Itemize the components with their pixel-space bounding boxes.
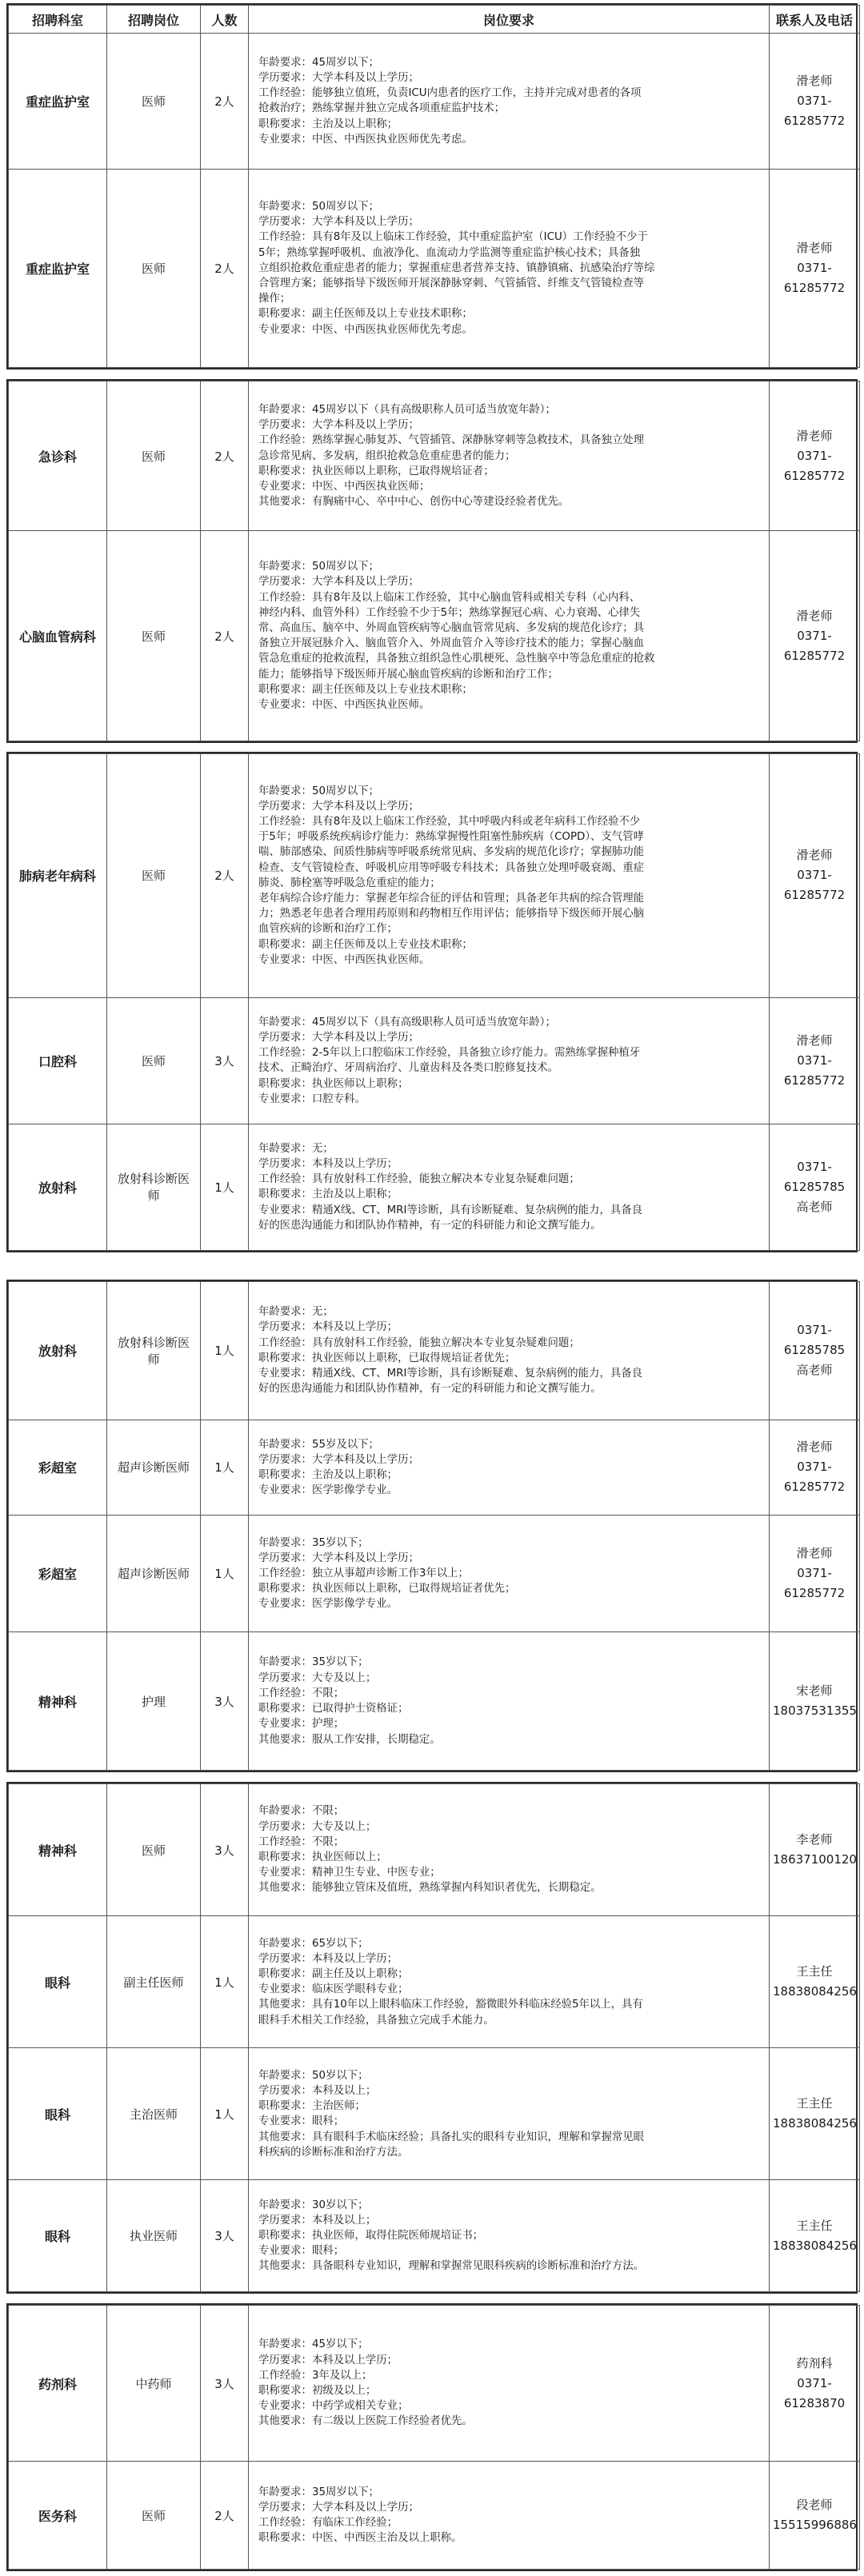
requirement-line: 常、高血压、脑卒中、外周血管疾病等心脑血管常见病、多发病的规范化诊疗；具 [258,621,645,634]
contact-line: 0371-61285772 [783,628,846,663]
contact-line: 滑老师 [796,1032,833,1048]
requirements-cell [249,2048,770,2180]
contact-line: 15515996886 [773,2518,857,2533]
contact-cell [770,1516,860,1632]
requirement-line: 专业要求：医学影像学专业。 [258,1598,398,1611]
requirements-cell [249,997,770,1124]
department-cell: 肺病老年病科 [9,754,107,998]
requirements-cell [249,381,770,531]
requirement-line: 能力；能够指导下级医师开展心脑血管疾病的诊断和治疗工作； [258,668,558,681]
position-cell: 超声诊断医师 [107,1516,201,1632]
header-position: 招聘岗位 [107,6,201,34]
requirement-line: 技术、正畸治疗、牙周病治疗、儿童齿科及各类口腔修复技术。 [258,1062,558,1075]
requirement-line: 工作经验：具有8年及以上临床工作经验，其中心脑血管科或相关专科（心内科、 [258,591,641,604]
requirement-line: 工作经验：不限； [258,1835,345,1848]
requirement-line: 操作； [258,293,291,306]
requirements-cell [249,34,770,170]
requirements-cell [249,169,770,367]
table-row [9,2462,860,2570]
requirement-line: 学历要求：大学本科及以上学历； [258,576,419,589]
requirement-line: 立组织抢救危重症患者的能力；掌握重症患者营养支持、镇静镇痛、抗感染治疗等综 [258,262,655,274]
section-2 [6,379,858,743]
department-cell: 放射科 [9,1124,107,1250]
table-row [9,997,860,1124]
requirements-cell [249,754,770,998]
contact-line: 0371-61285772 [783,868,846,903]
requirements-cell [249,2180,770,2292]
table-row [9,2048,860,2180]
requirement-line: 年龄要求：45周岁以下（具有高级职称人员可适当放宽年龄）； [258,1016,556,1028]
recruitment-table [8,5,860,368]
position-cell: 执业医师 [107,2180,201,2292]
requirement-line: 学历要求：大学本科及以上学历； [258,800,419,813]
department-cell: 医务科 [9,2462,107,2570]
contact-cell [770,381,860,531]
section-3 [6,752,858,1252]
contact-line: 18838084256 [773,1984,857,1999]
requirement-line: 职称要求：中医、中西医主治及以上职称。 [258,2532,462,2545]
requirement-line: 学历要求：大专及以上； [258,1820,377,1833]
contact-line: 18637100120 [773,1852,857,1867]
department-cell: 眼科 [9,1916,107,2048]
requirement-line: 工作经验：具有8年及以上临床工作经验，其中呼吸内科或老年病科工作经验不少 [258,816,641,829]
requirement-line: 检查、支气管镜检查、呼吸机应用等呼吸专科技术；具备独立处理呼吸衰竭、重症 [258,861,645,874]
requirement-line: 专业要求：中医、中西医执业医师优先考虑。 [258,133,473,146]
requirement-line: 年龄要求：30岁以下； [258,2199,369,2211]
contact-cell [770,34,860,170]
contact-line: 0371-61285772 [783,260,846,295]
requirement-line: 学历要求：大学本科及以上学历； [258,1453,419,1466]
requirement-line: 工作经验：2-5年以上口腔临床工作经验，具备独立诊疗能力。需熟练掌握种植牙 [258,1047,641,1060]
requirements-cell [249,1124,770,1250]
requirement-line: 好的医患沟通能力和团队协作精神，有一定的科研能力和论文撰写能力。 [258,1219,602,1232]
requirement-line: 职称要求：执业医师以上职称； [258,1077,409,1090]
requirement-line: 学历要求：大学本科及以上学历； [258,2501,419,2514]
count-cell: 3人 [201,2180,249,2292]
position-cell: 医师 [107,997,201,1124]
requirement-line: 学历要求：大专及以上； [258,1671,377,1684]
count-cell: 1人 [201,1282,249,1420]
requirement-line: 学历要求：大学本科及以上学历； [258,1552,419,1564]
count-cell: 1人 [201,2048,249,2180]
contact-line: 王主任 [796,2218,833,2233]
position-cell: 中药师 [107,2306,201,2462]
requirement-line: 职称要求：已取得护士资格证； [258,1703,409,1715]
recruitment-table [8,1783,860,2292]
requirement-line: 专业要求：精通X线、CT、MRI等诊断，具有诊断疑难、复杂病例的能力，具备良 [258,1204,643,1216]
contact-line: 王主任 [796,2096,833,2111]
department-cell: 彩超室 [9,1516,107,1632]
requirement-line: 学历要求：本科及以上； [258,2214,377,2227]
department-cell: 心脑血管病科 [9,531,107,741]
table-row [9,754,860,998]
requirement-line: 职称要求：主治及以上职称； [258,1468,398,1481]
contact-line: 高老师 [796,1363,833,1378]
requirement-line: 年龄要求：无； [258,1142,334,1155]
requirement-line: 其他要求：具有10年以上眼科临床工作经验，豁微眼外科临床经验5年以上，具有 [258,1999,643,2011]
count-cell: 2人 [201,754,249,998]
count-cell: 2人 [201,34,249,170]
requirement-line: 专业要求：眼科； [258,2245,345,2258]
requirement-line: 其他要求：具有眼科手术临床经验；具备扎实的眼科专业知识，理解和掌握常见眼 [258,2131,645,2143]
requirement-line: 专业要求：精神卫生专业、中医专业； [258,1867,441,1879]
requirement-line: 专业要求：中医、中西医执业医师优先考虑。 [258,323,473,336]
contact-cell [770,997,860,1124]
contact-line: 0371-61285772 [783,1460,846,1495]
contact-line: 滑老师 [796,1440,833,1455]
position-cell: 副主任医师 [107,1916,201,2048]
requirements-cell [249,1632,770,1771]
position-cell: 放射科诊断医师 [107,1124,201,1250]
contact-line: 滑老师 [796,608,833,623]
position-cell: 医师 [107,754,201,998]
department-cell: 精神科 [9,1784,107,1916]
table-row [9,169,860,367]
contact-cell [770,1124,860,1250]
requirement-line: 工作经验：具有放射科工作经验，能独立解决本专业复杂疑难问题； [258,1336,580,1349]
requirements-cell [249,2462,770,2570]
contact-cell [770,1784,860,1916]
position-cell: 医师 [107,381,201,531]
contact-line: 0371-61285772 [783,1052,846,1088]
contact-line: 滑老师 [796,1546,833,1561]
table-row [9,34,860,170]
requirements-cell [249,2306,770,2462]
section-6 [6,2303,858,2571]
contact-line: 0371-61285785 [783,1323,846,1358]
department-cell: 彩超室 [9,1420,107,1515]
requirement-line: 年龄要求：35岁以下； [258,1656,369,1669]
requirement-line: 急诊常见病、多发病，组织抢救急危重症患者的能力； [258,449,516,462]
count-cell: 2人 [201,531,249,741]
requirement-line: 工作经验：不限； [258,1687,345,1699]
department-cell: 眼科 [9,2180,107,2292]
requirement-line: 工作经验：具有8年及以上临床工作经验，其中重症监护室（ICU）工作经验不少于 [258,231,648,244]
count-cell: 2人 [201,2462,249,2570]
section-4 [6,1280,858,1772]
contact-cell [770,1420,860,1515]
position-cell: 主治医师 [107,2048,201,2180]
count-cell: 3人 [201,997,249,1124]
header-count: 人数 [201,6,249,34]
requirement-line: 年龄要求：不限； [258,1805,345,1818]
requirement-line: 年龄要求：45岁以下； [258,2338,369,2351]
requirement-line: 年龄要求：35岁以下； [258,1536,369,1549]
requirement-line: 5年；熟练掌握呼吸机、血液净化、血流动力学监测等重症监护核心技术；具备独 [258,246,641,259]
contact-line: 李老师 [796,1832,833,1847]
requirement-line: 工作经验：熟练掌握心肺复苏、气管插管、深静脉穿刺等急救技术，具备独立处理 [258,434,645,447]
contact-line: 王主任 [796,1964,833,1979]
requirement-line: 其他要求：有二级以上医院工作经验者优先。 [258,2415,473,2428]
requirement-line: 年龄要求：45周岁以下（具有高级职称人员可适当放宽年龄）； [258,403,556,416]
requirement-line: 职称要求：副主任及以上职称； [258,1967,409,1980]
requirement-line: 好的医患沟通能力和团队协作精神，有一定的科研能力和论文撰写能力。 [258,1383,602,1396]
contact-line: 滑老师 [796,848,833,863]
contact-cell [770,1282,860,1420]
contact-line: 0371-61285772 [783,1566,846,1601]
requirement-line: 专业要求：精通X线、CT、MRI等诊断，具有诊断疑难、复杂病例的能力，具备良 [258,1368,643,1380]
requirement-line: 专业要求：眼科； [258,2115,345,2128]
requirement-line: 学历要求：大学本科及以上学历； [258,1031,419,1044]
table-row [9,1282,860,1420]
department-cell: 口腔科 [9,997,107,1124]
requirement-line: 学历要求：大学本科及以上学历； [258,71,419,84]
requirement-line: 职称要求：副主任医师及以上专业技术职称； [258,938,473,951]
requirement-line: 工作经验：3年及以上； [258,2369,373,2382]
count-cell: 1人 [201,1420,249,1515]
position-cell: 医师 [107,169,201,367]
requirement-line: 科疾病的诊断标准和治疗方法。 [258,2146,409,2159]
requirement-line: 年龄要求：50周岁以下； [258,200,379,213]
requirements-cell [249,1784,770,1916]
requirement-line: 其他要求：能够独立管床及值班，熟练掌握内科知识者优先，长期稳定。 [258,1882,602,1895]
table-row [9,2306,860,2462]
requirement-line: 喘、肺部感染、间质性肺病等呼吸系统常见病、多发病的规范化诊疗；掌握肺功能 [258,846,645,859]
table-row [9,2180,860,2292]
header-department: 招聘科室 [9,6,107,34]
table-row [9,1916,860,2048]
requirement-line: 年龄要求：35周岁以下； [258,2486,379,2498]
department-cell: 重症监护室 [9,169,107,367]
requirement-line: 学历要求：本科及以上学历； [258,2354,398,2366]
count-cell: 3人 [201,2306,249,2462]
count-cell: 1人 [201,1916,249,2048]
recruitment-table [8,381,860,741]
contact-line: 0371-61285785 [783,1159,846,1194]
contact-cell [770,1916,860,2048]
count-cell: 3人 [201,1784,249,1916]
contact-cell [770,2048,860,2180]
section-5 [6,1782,858,2294]
requirement-line: 肺炎、肺栓塞等呼吸急危重症的能力； [258,877,441,889]
position-cell: 医师 [107,34,201,170]
requirement-line: 工作经验：有临床工作经验； [258,2517,398,2530]
requirement-line: 专业要求：口腔专科。 [258,1092,366,1105]
contact-line: 段老师 [796,2498,833,2513]
contact-line: 滑老师 [796,73,833,88]
requirement-line: 其他要求：有胸痛中心、卒中中心、创伤中心等建设经验者优先。 [258,496,570,509]
section-1 [6,3,858,369]
requirement-line: 职称要求：副主任医师及以上专业技术职称； [258,683,473,696]
requirement-line: 职称要求：执业医师以上； [258,1851,387,1864]
department-cell: 精神科 [9,1632,107,1771]
requirement-line: 学历要求：大学本科及以上学历； [258,419,419,432]
position-cell: 放射科诊断医师 [107,1282,201,1420]
requirement-line: 工作经验：能够独立值班，负责ICU内患者的医疗工作，主持并完成对患者的各项 [258,87,642,100]
requirement-line: 专业要求：中医、中西医执业医师。 [258,698,430,711]
contact-line: 高老师 [796,1199,833,1214]
position-cell: 医师 [107,2462,201,2570]
contact-line: 宋老师 [796,1683,833,1699]
contact-line: 滑老师 [796,240,833,255]
contact-cell [770,1632,860,1771]
requirement-line: 血管疾病的诊断和治疗工作； [258,923,398,936]
recruitment-table [8,753,860,1251]
position-cell: 护理 [107,1632,201,1771]
count-cell: 2人 [201,381,249,531]
contact-cell [770,2462,860,2570]
requirement-line: 专业要求：中药学或相关专业； [258,2400,409,2413]
table-row [9,1516,860,1632]
requirement-line: 年龄要求：50岁以下； [258,2069,369,2082]
requirement-line: 年龄要求：65岁以下； [258,1937,369,1950]
requirement-line: 年龄要求：50周岁以下； [258,561,379,573]
requirement-line: 管急危重症的抢救流程，具备独立组织急性心肌梗死、急性脑卒中等急危重症的抢救 [258,653,655,665]
contact-line: 0371-61285772 [783,448,846,483]
requirement-line: 学历要求：本科及以上学历； [258,1158,398,1171]
requirement-line: 专业要求：中医、中西医执业医师； [258,480,430,493]
recruitment-table [8,1281,860,1771]
requirement-line: 合管理方案；能够指导下级医师开展深静脉穿刺、气管插管、纤维支气管镜检查等 [258,277,645,290]
requirements-cell [249,531,770,741]
position-cell: 医师 [107,531,201,741]
requirements-cell [249,1916,770,2048]
department-cell: 眼科 [9,2048,107,2180]
contact-cell [770,531,860,741]
requirement-line: 职称要求：主治及以上职称； [258,118,398,130]
requirements-cell [249,1420,770,1515]
requirement-line: 工作经验：具有放射科工作经验，能独立解决本专业复杂疑难问题； [258,1173,580,1186]
requirement-line: 职称要求：主治医师； [258,2100,366,2113]
requirement-line: 于5年；呼吸系统疾病诊疗能力：熟练掌握慢性阻塞性肺疾病（COPD）、支气管哮 [258,831,644,844]
requirement-line: 年龄要求：50周岁以下； [258,785,379,797]
requirement-line: 眼科手术相关工作经验，具备独立完成手术能力。 [258,2014,494,2027]
count-cell: 1人 [201,1516,249,1632]
count-cell: 3人 [201,1632,249,1771]
requirement-line: 职称要求：副主任医师及以上专业技术职称； [258,308,473,321]
requirement-line: 抢救治疗；熟练掌握并独立完成各项重症监护技术； [258,102,505,115]
header-requirements: 岗位要求 [249,6,770,34]
requirement-line: 职称要求：执业医师以上职称，已取得规培证者优先； [258,1583,516,1596]
requirement-line: 力；熟悉老年患者合理用药原则和药物相互作用评估；能够指导下级医师开展心脑 [258,908,645,921]
contact-line: 18838084256 [773,2116,857,2131]
table-row [9,381,860,531]
requirements-cell [249,1282,770,1420]
requirement-line: 老年病综合诊疗能力：掌握老年综合征的评估和管理；具备老年共病的综合管理能 [258,893,645,905]
position-cell: 超声诊断医师 [107,1420,201,1515]
requirement-line: 学历要求：大学本科及以上学历； [258,216,419,229]
header-contact: 联系人及电话 [770,6,860,34]
requirements-cell [249,1516,770,1632]
requirement-line: 其他要求：服从工作安排，长期稳定。 [258,1733,441,1746]
contact-cell [770,169,860,367]
requirement-line: 备独立开展冠脉介入、脑血管介入、外周血管介入等诊疗技术的能力；掌握心脑血 [258,637,645,650]
table-header-row [9,6,860,34]
contact-line: 18037531355 [773,1703,857,1719]
table-row [9,1784,860,1916]
requirement-line: 年龄要求：无； [258,1306,334,1319]
contact-line: 18838084256 [773,2238,857,2253]
recruitment-table [8,2305,860,2570]
table-row [9,1632,860,1771]
requirement-line: 专业要求：临床医学眼科专业； [258,1983,409,1996]
table-row [9,531,860,741]
requirement-line: 神经内科、血管外科）工作经验不少于5年；熟练掌握冠心病、心力衰竭、心律失 [258,606,641,619]
department-cell: 急诊科 [9,381,107,531]
count-cell: 2人 [201,169,249,367]
department-cell: 放射科 [9,1282,107,1420]
contact-line: 0371-61285772 [783,93,846,128]
requirement-line: 工作经验：独立从事超声诊断工作3年以上； [258,1568,469,1580]
contact-cell [770,2180,860,2292]
requirement-line: 职称要求：主治及以上职称； [258,1188,398,1201]
requirement-line: 职称要求：初级及以上； [258,2385,377,2398]
requirement-line: 职称要求：执业医师，取得住院医师规培证书； [258,2230,484,2243]
requirement-line: 专业要求：中医、中西医执业医师。 [258,953,430,966]
table-row [9,1420,860,1515]
requirement-line: 其他要求：具备眼科专业知识，理解和掌握常见眼科疾病的诊断标准和治疗方法。 [258,2260,645,2273]
contact-line: 滑老师 [796,428,833,443]
requirement-line: 年龄要求：55岁及以下； [258,1438,379,1451]
contact-cell [770,754,860,998]
requirement-line: 职称要求：执业医师以上职称，已取得规培证者； [258,465,494,477]
department-cell: 药剂科 [9,2306,107,2462]
requirement-line: 学历要求：本科及以上学历； [258,1321,398,1334]
contact-cell [770,2306,860,2462]
count-cell: 1人 [201,1124,249,1250]
requirement-line: 专业要求：医学影像学专业。 [258,1484,398,1497]
requirement-line: 专业要求：护理； [258,1718,345,1731]
position-cell: 医师 [107,1784,201,1916]
department-cell: 重症监护室 [9,34,107,170]
requirement-line: 年龄要求：45周岁以下； [258,56,379,69]
requirement-line: 学历要求：本科及以上学历； [258,1952,398,1965]
requirement-line: 学历要求：本科及以上； [258,2084,377,2097]
contact-line: 药剂科 [796,2355,833,2370]
contact-line: 0371-61283870 [783,2375,846,2410]
table-row [9,1124,860,1250]
requirement-line: 职称要求：执业医师以上职称，已取得规培证者优先； [258,1352,516,1364]
